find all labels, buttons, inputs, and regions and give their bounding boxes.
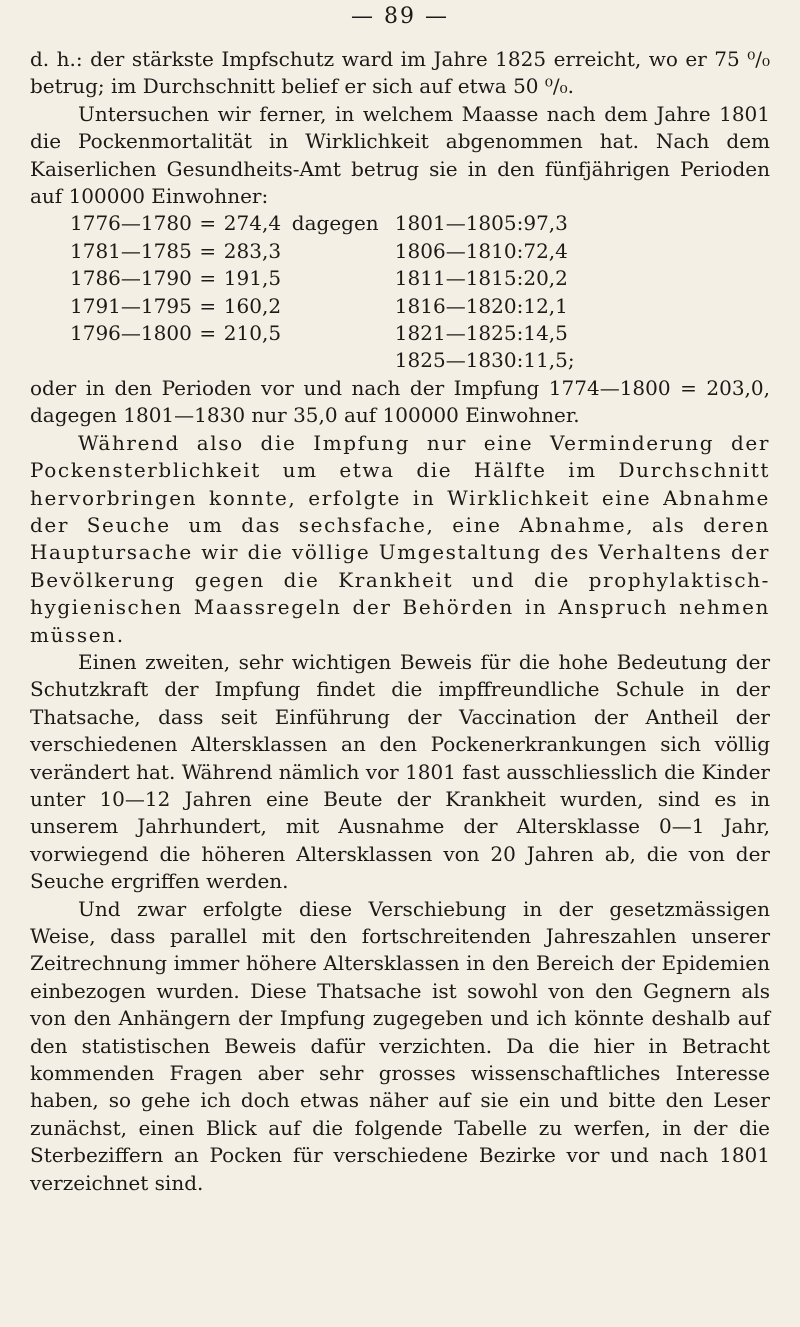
value-before [224,347,284,374]
value-after: 14,5 [523,321,568,346]
equals-sign: = [199,266,217,291]
paragraph-4-emphasis: Während also die Impfung nur eine Verminderung der Pockensterblichkeit um etwa die Hälfte im Durchschnitt hervorbringen konnte, erfolgte in Wirklichkeit eine Abnahme der Seuche um das sechsfache, eine Abnahme, als deren Hauptursache wir die völlige Umgestaltung des Verhaltens der Bevölkerung gegen die Krankheit und die prophylaktisch-hygienischen Maassregeln der Behörden in Anspruch nehmen müssen. [30,430,770,647]
period-before: 1791—1795 [70,293,192,318]
period-after: 1821—1825: [394,321,524,346]
value-before: 283,3 [223,238,282,263]
mortality-table [70,210,593,374]
equals-sign: = [199,238,217,263]
period-after: 1806—1810: [394,238,524,263]
value-after: 11,5; [523,348,575,373]
period-before [70,347,192,374]
value-before: 274,4 [223,211,282,236]
period-after: 1816—1820: [394,293,524,318]
equals-sign: = [199,293,217,318]
paragraph-1: d. h.: der stärkste Impfschutz ward im Jahre 1825 erreicht, wo er 75 ⁰/₀ betrug; im Durchschnitt belief er sich auf etwa 50 ⁰/₀. [30,47,770,99]
table-row [70,293,593,320]
table-row [70,320,593,347]
period-after: 1825—1830: [394,348,524,373]
period-before: 1776—1780 [70,211,192,236]
paragraph-2: Untersuchen wir ferner, in welchem Maasse nach dem Jahre 1801 die Pockenmortalität in Wirklichkeit abgenommen hat. Nach dem Kaiserlichen Gesundheits-Amt betrug sie in den fünfjährigen Perioden auf 100000 Einwohner: [30,101,770,209]
paragraph-5: Einen zweiten, sehr wichtigen Beweis für die hohe Bedeutung der Schutzkraft der Impfung findet die impffreundliche Schule in der Thatsache, dass seit Einführung der Vaccination der Antheil der verschiedenen Altersklassen an den Pockenerkrankungen sich völlig verändert hat. Während nämlich vor 1801 fast ausschliesslich die Kinder unter 10—12 Jahren eine Beute der Krankheit wurden, sind es in unserem Jahrhundert, mit Ausnahme der Altersklasse 0—1 Jahr, vorwiegend die höheren Altersklassen von 20 Jahren ab, die von der Seuche ergriffen werden. [30,649,770,894]
body-text [30,46,770,1197]
paragraph-3: oder in den Perioden vor und nach der Impfung 1774—1800 = 203,0, dagegen 1801—1830 nur 35,0 auf 100000 Einwohner. [30,375,770,428]
paragraph-6: Und zwar erfolgte diese Verschiebung in der gesetzmässigen Weise, dass parallel mit den fortschreitenden Jahreszahlen unserer Zeitrechnung immer höhere Altersklassen in den Bereich der Epidemien einbezogen wurden. Diese Thatsache ist sowohl von den Gegnern als von den Anhängern der Impfung zugegeben und ich könnte deshalb auf den statistischen Beweis dafür verzichten. Da die hier in Betracht kommenden Fragen aber sehr grosses wissenschaftliches Interesse haben, so gehe ich doch etwas näher auf sie ein und bitte den Leser zunächst, einen Blick auf die folgende Tabelle zu werfen, in der die Sterbeziffern an Pocken für verschiedene Bezirke vor und nach 1801 verzeichnet sind. [30,896,770,1195]
value-before: 160,2 [223,293,282,318]
equals-sign: = [199,211,217,236]
value-after: 20,2 [523,266,568,291]
connector-word [284,320,395,347]
connector-word: dagegen [291,211,379,236]
value-before: 191,5 [223,266,282,291]
period-before: 1781—1785 [70,238,192,263]
connector-word [284,347,395,374]
equals-sign [192,347,224,374]
table-row [70,265,593,292]
connector-word [284,293,395,320]
value-after: 12,1 [523,293,568,318]
value-after: 97,3 [523,211,568,236]
value-before: 210,5 [223,321,282,346]
table-row [70,238,593,265]
table-row [70,347,593,374]
value-after: 72,4 [523,238,568,263]
period-after: 1811—1815: [394,266,524,291]
equals-sign: = [199,321,217,346]
page-number-header: — 89 — [351,4,449,29]
period-before: 1796—1800 [70,321,192,346]
period-before: 1786—1790 [70,266,192,291]
connector-word [284,265,395,292]
table-row [70,210,593,237]
period-after: 1801—1805: [394,211,524,236]
book-page [30,0,770,1327]
connector-word [284,238,395,265]
